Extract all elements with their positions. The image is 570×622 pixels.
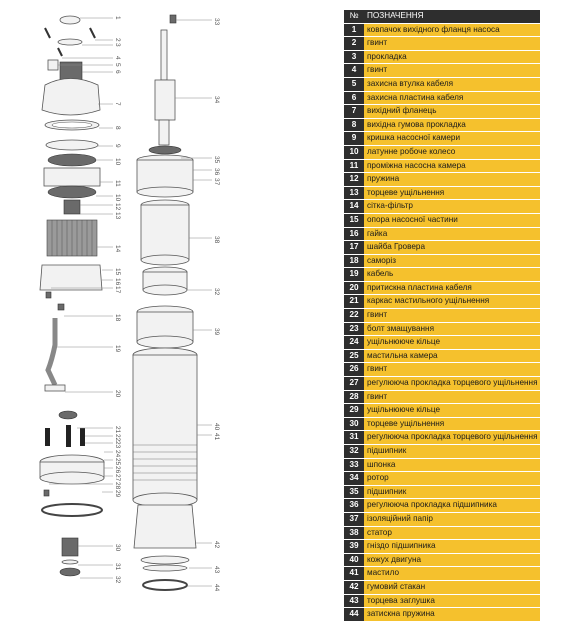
part-label: 20	[114, 390, 121, 398]
legend-row-text: гвинт	[364, 363, 540, 377]
legend-row-num: 40	[344, 553, 364, 567]
part-label: 14	[114, 245, 121, 253]
legend-row	[344, 594, 540, 608]
legend-row-num: 23	[344, 322, 364, 336]
legend-row-text: мастильна камера	[364, 349, 540, 363]
legend-row	[344, 336, 540, 350]
legend-row	[344, 526, 540, 540]
legend-row-text: регулююча прокладка торцевого ущільнення	[364, 377, 540, 391]
legend-row-num: 25	[344, 349, 364, 363]
part-label: 27	[114, 474, 121, 482]
legend-row	[344, 23, 540, 37]
legend-row	[344, 485, 540, 499]
part-label: 10	[114, 194, 121, 202]
legend-row	[344, 91, 540, 105]
part-label: 13	[114, 212, 121, 220]
legend-row-num: 22	[344, 309, 364, 323]
legend-row-text: вихідний фланець	[364, 105, 540, 119]
legend-row	[344, 132, 540, 146]
legend-row-num: 26	[344, 363, 364, 377]
legend-row-num: 38	[344, 526, 364, 540]
part-label: 32	[114, 576, 121, 584]
legend-row-num: 37	[344, 512, 364, 526]
legend-row	[344, 213, 540, 227]
legend-row	[344, 241, 540, 255]
legend-row	[344, 173, 540, 187]
legend-row-text: сітка-фільтр	[364, 200, 540, 214]
legend-row	[344, 64, 540, 78]
legend-row	[344, 227, 540, 241]
legend-row-text: ротор	[364, 472, 540, 486]
part-label: 25	[114, 458, 121, 466]
part-label: 4	[114, 56, 121, 60]
legend-row	[344, 540, 540, 554]
part-label: 33	[213, 18, 220, 26]
legend-row-num: 32	[344, 445, 364, 459]
legend-row	[344, 105, 540, 119]
legend-row-text: мастило	[364, 567, 540, 581]
legend-row-num: 15	[344, 213, 364, 227]
part-label: 17	[114, 286, 121, 294]
legend-row-num: 27	[344, 377, 364, 391]
legend-row-num: 17	[344, 241, 364, 255]
part-label: 22	[114, 434, 121, 442]
legend-row-text: ущільнююче кільце	[364, 404, 540, 418]
legend-row	[344, 472, 540, 486]
legend-row	[344, 254, 540, 268]
legend-row-text: ковпачок вихідного фланця насоса	[364, 23, 540, 37]
legend-row-text: захисна пластина кабеля	[364, 91, 540, 105]
legend-row-num: 24	[344, 336, 364, 350]
part-label: 7	[114, 102, 121, 106]
part-label: 37	[213, 178, 220, 186]
legend-header	[344, 10, 540, 23]
legend-row	[344, 295, 540, 309]
part-label: 18	[114, 314, 121, 322]
legend-row	[344, 322, 540, 336]
legend-row-text: опора насосної частини	[364, 213, 540, 227]
legend-row	[344, 608, 540, 622]
legend-row-num: 18	[344, 254, 364, 268]
legend-row-num: 10	[344, 145, 364, 159]
legend-row-num: 20	[344, 281, 364, 295]
legend-row-num: 28	[344, 390, 364, 404]
legend-row	[344, 159, 540, 173]
legend-row-num: 14	[344, 200, 364, 214]
legend-row	[344, 417, 540, 431]
legend-row-text: латунне робоче колесо	[364, 145, 540, 159]
legend-row-num: 7	[344, 105, 364, 119]
part-label: 10	[114, 158, 121, 166]
legend-row	[344, 268, 540, 282]
legend-row	[344, 349, 540, 363]
legend-row-text: кришка насосної камери	[364, 132, 540, 146]
legend-row-text: затискна пружина	[364, 608, 540, 622]
legend-row-text: гвинт	[364, 64, 540, 78]
legend-row	[344, 580, 540, 594]
legend-row-num: 34	[344, 472, 364, 486]
part-label: 34	[213, 96, 220, 104]
legend-row	[344, 145, 540, 159]
legend-row-text: шпонка	[364, 458, 540, 472]
part-label: 15	[114, 268, 121, 276]
legend-row-text: гайка	[364, 227, 540, 241]
part-label: 30	[114, 544, 121, 552]
legend-row-text: саморіз	[364, 254, 540, 268]
legend-row-num: 36	[344, 499, 364, 513]
legend-row	[344, 445, 540, 459]
legend-row-num: 3	[344, 50, 364, 64]
legend-row-num: 6	[344, 91, 364, 105]
legend-header-num: №	[344, 10, 364, 23]
part-label: 32	[213, 288, 220, 296]
legend-row-text: каркас мастильного ущільнення	[364, 295, 540, 309]
legend-row-text: проміжна насосна камера	[364, 159, 540, 173]
part-label: 26	[114, 466, 121, 474]
legend-row-num: 35	[344, 485, 364, 499]
part-label: 42	[213, 541, 220, 549]
part-label: 41	[213, 433, 220, 441]
legend-row-num: 8	[344, 118, 364, 132]
part-label: 29	[114, 490, 121, 498]
legend-row	[344, 512, 540, 526]
legend-row-text: регулююча прокладка торцевого ущільнення	[364, 431, 540, 445]
legend-row-text: підшипник	[364, 445, 540, 459]
legend-row-text: статор	[364, 526, 540, 540]
part-label: 39	[213, 328, 220, 336]
legend-row-text: пружина	[364, 173, 540, 187]
legend-row	[344, 431, 540, 445]
legend-row-text: болт змащування	[364, 322, 540, 336]
legend-row	[344, 118, 540, 132]
legend-row	[344, 499, 540, 513]
legend-row	[344, 37, 540, 51]
legend-row-num: 16	[344, 227, 364, 241]
part-label: 16	[114, 278, 121, 286]
legend-row-num: 30	[344, 417, 364, 431]
legend-row-text: ущільнююче кільце	[364, 336, 540, 350]
part-label: 2	[114, 38, 121, 42]
part-label: 5	[114, 63, 121, 67]
legend-row-num: 4	[344, 64, 364, 78]
part-label: 11	[114, 180, 121, 187]
legend-row-text: захисна втулка кабеля	[364, 77, 540, 91]
legend-row	[344, 567, 540, 581]
legend-row-num: 39	[344, 540, 364, 554]
left-labels	[114, 16, 121, 584]
part-label: 24	[114, 450, 121, 458]
legend-row-num: 11	[344, 159, 364, 173]
legend-row-num: 2	[344, 37, 364, 51]
part-label: 1	[114, 16, 121, 20]
part-label: 21	[114, 426, 121, 434]
legend-row-text: регулююча прокладка підшипника	[364, 499, 540, 513]
legend-row-num: 31	[344, 431, 364, 445]
part-label: 28	[114, 482, 121, 490]
legend-row-text: кожух двигуна	[364, 553, 540, 567]
legend-row-num: 5	[344, 77, 364, 91]
part-label: 43	[213, 566, 220, 574]
legend-row-text: ізоляційний папір	[364, 512, 540, 526]
legend-row-num: 12	[344, 173, 364, 187]
legend-row-text: гвинт	[364, 309, 540, 323]
part-label: 44	[213, 584, 220, 592]
legend-header-title: ПОЗНАЧЕННЯ	[364, 10, 540, 23]
legend-row-text: вихідна гумова прокладка	[364, 118, 540, 132]
legend-row-num: 43	[344, 594, 364, 608]
legend-row	[344, 281, 540, 295]
part-label: 8	[114, 126, 121, 130]
right-labels	[213, 18, 220, 592]
legend-row-num: 1	[344, 23, 364, 37]
legend-row	[344, 77, 540, 91]
legend-row-text: кабель	[364, 268, 540, 282]
part-label: 3	[114, 43, 121, 47]
part-label: 12	[114, 203, 121, 211]
legend-row-text: гвинт	[364, 390, 540, 404]
legend-row	[344, 186, 540, 200]
motor-assembly	[133, 15, 197, 590]
legend-row-num: 29	[344, 404, 364, 418]
legend-row	[344, 309, 540, 323]
legend-row-num: 41	[344, 567, 364, 581]
legend-body	[344, 23, 540, 621]
part-label: 40	[213, 423, 220, 431]
part-label: 38	[213, 236, 220, 244]
legend-row	[344, 200, 540, 214]
legend-row	[344, 390, 540, 404]
pump-assembly	[40, 16, 104, 576]
legend-row	[344, 363, 540, 377]
part-label: 23	[114, 441, 121, 449]
legend-row-text: шайба Гровера	[364, 241, 540, 255]
part-label: 35	[213, 156, 220, 164]
legend-row-num: 19	[344, 268, 364, 282]
part-label: 31	[114, 563, 121, 571]
legend-row-num: 44	[344, 608, 364, 622]
part-label: 6	[114, 70, 121, 74]
part-label: 36	[213, 168, 220, 176]
legend-row-text: гумовий стакан	[364, 580, 540, 594]
legend-row-text: торцеве ущільнення	[364, 417, 540, 431]
legend-row	[344, 404, 540, 418]
legend-row-text: гвинт	[364, 37, 540, 51]
legend-row-num: 13	[344, 186, 364, 200]
legend-row	[344, 377, 540, 391]
legend-row	[344, 553, 540, 567]
part-label: 9	[114, 144, 121, 148]
legend-row-num: 42	[344, 580, 364, 594]
legend-row-text: притискна пластина кабеля	[364, 281, 540, 295]
legend-row-text: підшипник	[364, 485, 540, 499]
legend-row	[344, 50, 540, 64]
legend-row	[344, 458, 540, 472]
legend-row-text: торцева заглушка	[364, 594, 540, 608]
legend-row-num: 21	[344, 295, 364, 309]
legend-row-text: гніздо підшипника	[364, 540, 540, 554]
legend-row-num: 9	[344, 132, 364, 146]
legend-row-text: прокладка	[364, 50, 540, 64]
legend-table	[344, 10, 540, 622]
part-label: 19	[114, 345, 121, 353]
legend-row-num: 33	[344, 458, 364, 472]
legend-row-text: торцеве ущільнення	[364, 186, 540, 200]
